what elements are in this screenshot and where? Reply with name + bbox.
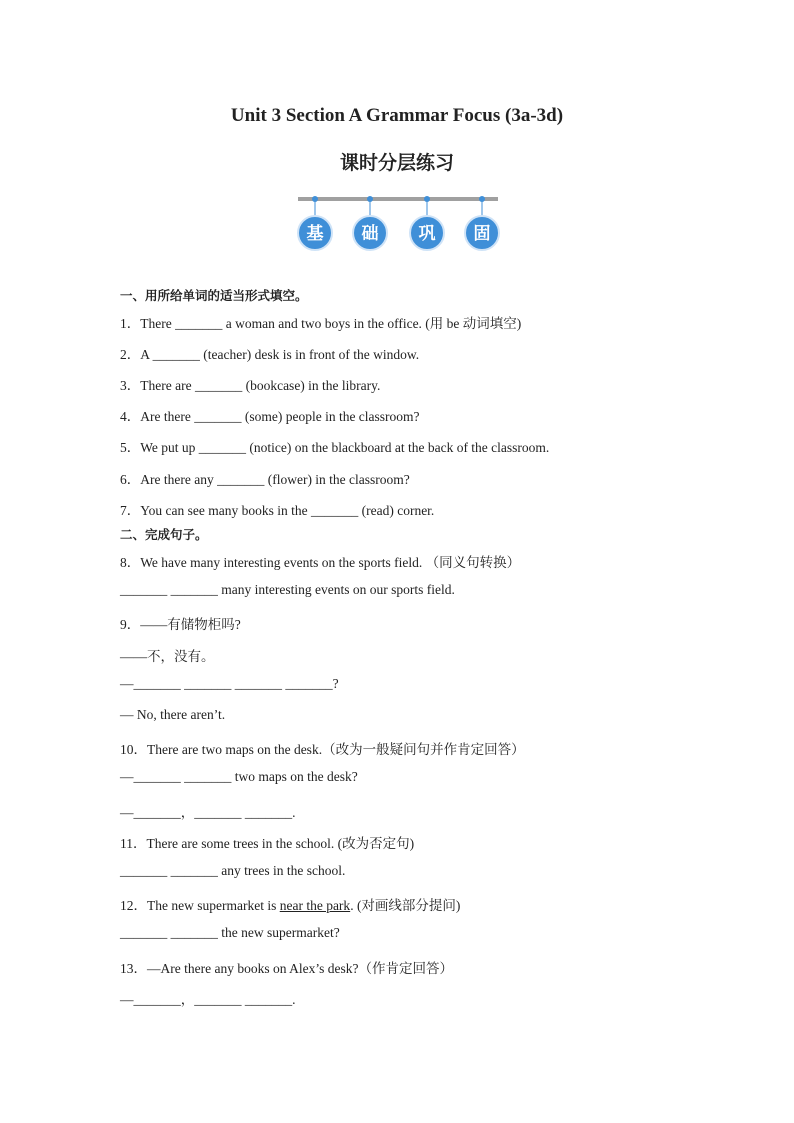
question-9: 9．——有储物柜吗? <box>120 617 241 632</box>
banner-char-2: 础 <box>361 224 379 244</box>
question-12-answer-line: _______ _______ the new supermarket? <box>120 925 340 940</box>
banner-char-4: 固 <box>473 224 491 244</box>
banner-badge-3 <box>410 196 444 250</box>
question-7: 7．You can see many books in the _______ (read) corner. <box>120 503 435 518</box>
section-heading-fill-in: 一、用所给单词的适当形式填空。 <box>120 288 308 303</box>
question-10-answer-line: —_______ _______ two maps on the desk? <box>120 769 358 784</box>
page-title: Unit 3 Section A Grammar Focus (3a-3d) <box>230 105 564 126</box>
question-3: 3．There are _______ (bookcase) in the library. <box>120 378 381 393</box>
question-1: 1．There _______ a woman and two boys in the office. (用 be 动词填空) <box>120 316 522 331</box>
page-subtitle: 课时分层练习 <box>339 152 454 174</box>
question-10: 10．There are two maps on the desk.（改为一般疑问句并作肯定回答） <box>120 742 525 757</box>
question-9-response: — No, there aren’t. <box>120 707 226 722</box>
banner-bar <box>298 197 498 201</box>
banner-badge-1 <box>298 196 332 250</box>
question-11-answer-line: _______ _______ any trees in the school. <box>120 863 346 878</box>
banner-badge-2 <box>353 196 387 250</box>
question-6: 6．Are there any _______ (flower) in the classroom? <box>120 472 410 487</box>
question-12 <box>120 894 460 914</box>
question-11: 11．There are some trees in the school. (改为否定句) <box>120 836 415 851</box>
banner-char-1: 基 <box>306 224 324 244</box>
question-13: 13．—Are there any books on Alex’s desk?（作肯定回答） <box>120 961 453 976</box>
question-4: 4．Are there _______ (some) people in the classroom? <box>120 409 420 424</box>
question-9-reply: ——不，没有。 <box>120 649 215 664</box>
question-12-underlined-phrase: near the park <box>279 898 351 913</box>
question-5: 5．We put up _______ (notice) on the blackboard at the back of the classroom. <box>120 440 550 455</box>
question-2: 2．A _______ (teacher) desk is in front of the window. <box>120 347 420 362</box>
question-9-answer-line: —_______ _______ _______ _______? <box>120 676 339 691</box>
question-8: 8．We have many interesting events on the sports field. （同义句转换） <box>120 555 521 570</box>
section-heading-complete-sentences: 二、完成句子。 <box>120 527 208 542</box>
question-13-answer-line: —_______，_______ _______. <box>120 992 296 1007</box>
question-12-text: 12．The new supermarket is <box>120 898 280 913</box>
banner-badge-4 <box>465 196 499 250</box>
question-10-reply-line: —_______，_______ _______. <box>120 805 296 820</box>
banner-char-3: 巩 <box>418 224 436 244</box>
question-8-answer-line: _______ _______ many interesting events on our sports field. <box>120 582 455 597</box>
question-12-instruction: . (对画线部分提问) <box>350 898 461 913</box>
basic-consolidation-banner <box>296 192 500 254</box>
